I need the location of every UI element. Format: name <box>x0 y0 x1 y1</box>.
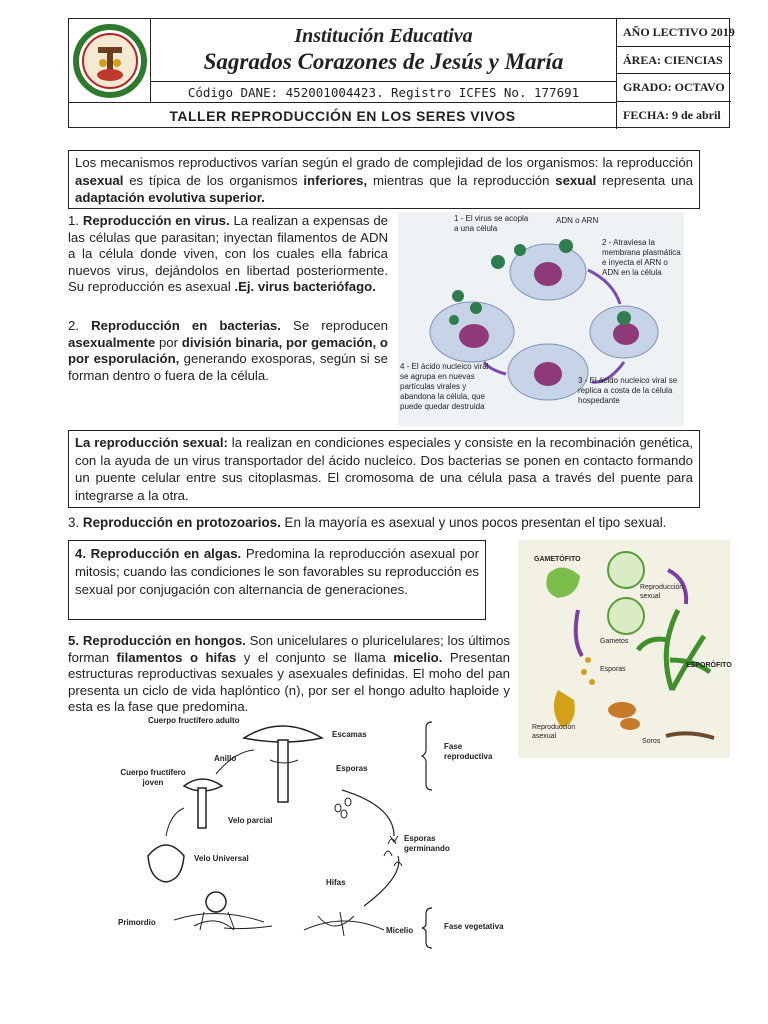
institution-name: Institución Educativa <box>294 25 473 47</box>
protozoa-paragraph <box>68 515 708 532</box>
vegetative-phase-label: Fase vegetativa <box>444 922 504 931</box>
adult-fruiting-body-label: Cuerpo fructífero adulto <box>148 716 240 725</box>
germinating-spores-label: Esporas germinando <box>404 834 450 853</box>
fungi-b1: filamentos o hifas <box>116 649 237 665</box>
intro-t2: es típica de los organismos <box>123 172 304 188</box>
sexual-repro-label: Reproducción sexual <box>640 584 684 600</box>
fungi-paragraph <box>68 633 510 716</box>
virus-example: .Ej. virus bacteriófago. <box>234 279 376 294</box>
virus-step3-label: 3 - El ácido nucleico viral se replica a costa de la célula hospedante <box>578 376 678 405</box>
sexual-text: la realizan en condiciones especiales y consiste en la recombinación genética, con la ayuda de un virus transportador del ácido nucleico. Dos bacterias se ponen en contacto formando un puente celular entre sus citoplasmas. El cromosoma de una célula pasa a través del puente para integrarse a la otra. <box>75 435 693 503</box>
sexual-reproduction-box <box>68 430 700 508</box>
bacteria-b1: asexualmente <box>68 334 156 350</box>
esporofito-label: ESPORÓFITO <box>686 662 732 669</box>
fungi-section <box>68 633 510 716</box>
algae-title: 4. Reproducción en algas. <box>75 546 242 561</box>
intro-t1: Los mecanismos reproductivos varían según el grado de complejidad de los organismos: la reproducción <box>75 155 693 170</box>
subject-area: ÁREA: CIENCIAS <box>617 47 731 75</box>
bacteria-paragraph <box>68 318 388 384</box>
intro-b4: adaptación evolutiva superior. <box>75 190 265 205</box>
universal-veil-label: Velo Universal <box>194 854 249 863</box>
virus-paragraph <box>68 213 388 296</box>
fungi-t2: y el conjunto se llama <box>236 649 394 665</box>
gametes-label: Gametos <box>600 638 629 645</box>
bacteria-b2: división binaria, por gemación, o por esporulación, <box>68 334 388 366</box>
school-year: AÑO LECTIVO 2019 <box>617 19 731 47</box>
intro-box <box>68 150 700 209</box>
registration-code: Código DANE: 452001004423. Registro ICFES No. 177691 <box>151 81 616 103</box>
virus-step2-label: 2 - Atraviesa la membrana plasmática e inyecta el ARN o ADN en la célula <box>602 238 681 277</box>
intro-b3: sexual <box>555 172 597 188</box>
virus-step1-label: 1 - El virus se acopla a una célula <box>454 214 529 233</box>
scales-label: Escamas <box>332 730 367 739</box>
institution-title-cell <box>151 19 617 103</box>
reproductive-phase-label: Fase reproductiva <box>444 742 493 761</box>
sexual-reproduction-text <box>75 434 693 504</box>
bacteria-section <box>68 318 388 384</box>
fungi-t1: Son unicelulares o pluricelulares; los últimos forman <box>68 633 510 665</box>
fungi-b2: micelio. <box>393 649 443 665</box>
soros-label: Soros <box>642 738 661 745</box>
virus-section <box>68 213 388 296</box>
algae-body: Predomina la reproducción asexual por mitosis; cuando las condiciones le son favorables su reproducción es sexual por conjugación con alternancia de generaciones. <box>75 546 479 597</box>
ring-label: Anillo <box>214 754 237 763</box>
protozoa-num: 3. <box>68 515 80 530</box>
protozoa-section <box>68 515 708 532</box>
intro-b1: asexual <box>75 172 124 188</box>
virus-cycle-figure <box>398 212 684 426</box>
fern-cycle-figure <box>518 540 730 758</box>
partial-veil-label: Velo parcial <box>228 816 273 825</box>
bacteria-t2: por <box>155 334 182 350</box>
sexual-title: La reproducción sexual: <box>75 435 228 450</box>
protozoa-title: Reproducción en protozoarios. <box>82 515 281 530</box>
virus-step4-label: 4 - El ácido nucleico viral se agrupa en nuevas partículas virales y abandona la célula, que puede quedar destruida <box>400 362 489 411</box>
worksheet-date: FECHA: 9 de abril <box>623 107 721 122</box>
bacteria-t3: generando exosporas, según si se forman dentro o fuera de la célula. <box>68 351 388 383</box>
intro-t4: representa una <box>596 172 693 188</box>
virus-text: La realizan a expensas de las células que parasitan; inyectan filamentos de ADN a la célula donde viven, con los cuales ella fabrica nuevos virus, dejándolos en libertad posteriormente. Su reproducción es asexual <box>68 213 388 294</box>
gametofito-label: GAMETÓFITO <box>534 556 581 563</box>
workshop-title: TALLER REPRODUCCIÓN EN LOS SERES VIVOS <box>69 103 617 129</box>
intro-text <box>75 154 693 207</box>
fungi-title: 5. Reproducción en hongos. <box>68 633 246 648</box>
algae-box <box>68 540 486 620</box>
bacteria-num: 2. <box>68 318 79 333</box>
fungi-t3: Presentan estructuras reproductivas sexuales y asexuales definidas. El moho del pan presenta un ciclo de vida haplóntico (n), por ser el hongo adulto haploide y esta es la fase que predomina. <box>68 649 510 714</box>
young-fruiting-body-label: Cuerpo fructífero joven <box>120 768 186 787</box>
spores-label: Esporas <box>336 764 368 773</box>
mycelium-label: Micelio <box>386 926 414 935</box>
protozoa-text: En la mayoría es asexual y unos pocos presentan el tipo sexual. <box>280 515 667 530</box>
primordium-label: Primordio <box>118 918 156 927</box>
virus-adn-label: ADN o ARN <box>556 216 599 225</box>
grade-level: GRADO: OCTAVO <box>617 74 731 102</box>
fungus-cycle-figure <box>104 716 514 956</box>
header-table <box>68 18 735 128</box>
asexual-repro-label: Reproducción asexual <box>532 724 576 740</box>
virus-num: 1. <box>68 213 79 228</box>
school-logo-icon <box>69 19 151 103</box>
hyphae-label: Hifas <box>326 878 346 887</box>
header-info-column <box>617 19 735 129</box>
logo-cell <box>69 19 151 103</box>
institution-subtitle: Sagrados Corazones de Jesús y María <box>203 49 564 74</box>
intro-b2: inferiores, <box>303 172 368 188</box>
virus-title: Reproducción en virus. <box>82 213 230 228</box>
bacteria-title: Reproducción en bacterias. <box>91 318 281 333</box>
spores-label: Esporas <box>600 666 626 673</box>
algae-text <box>75 545 479 599</box>
intro-t3: mientras que la reproducción <box>367 172 556 188</box>
bacteria-t1: Se reproducen <box>280 318 388 333</box>
